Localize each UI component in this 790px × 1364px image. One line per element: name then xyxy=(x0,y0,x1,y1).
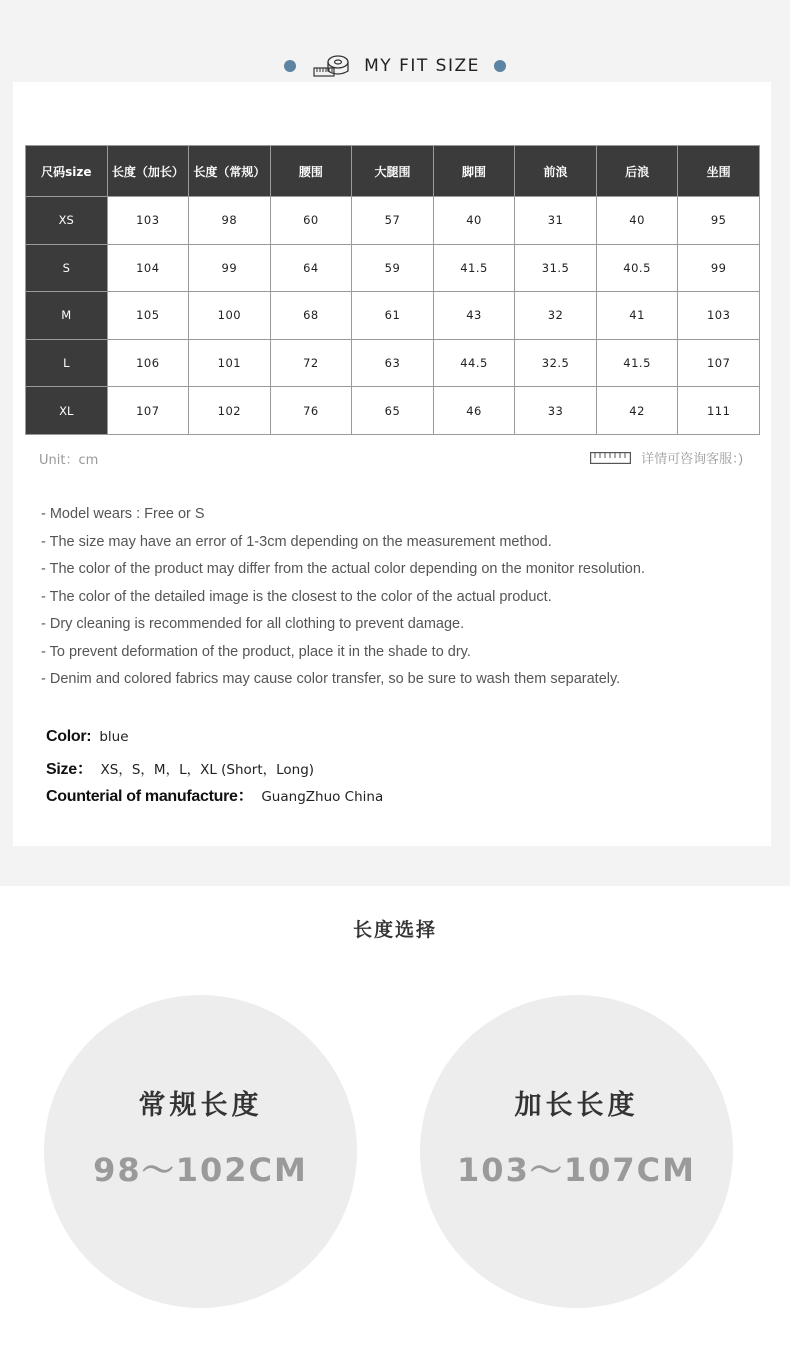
size-cell: M xyxy=(26,292,108,340)
column-header: 长度（加长） xyxy=(107,146,189,197)
size-label: Size： xyxy=(46,760,93,778)
length-option-name: 加长长度 xyxy=(514,1090,639,1120)
note-item: - Dry cleaning is recommended for all clothing to prevent damage. xyxy=(41,616,465,632)
length-option-long xyxy=(420,995,733,1308)
table-cell: 111 xyxy=(678,387,760,435)
column-header: 大腿围 xyxy=(352,146,434,197)
spec-origin xyxy=(46,783,383,811)
table-cell: 104 xyxy=(107,244,189,292)
table-cell: 102 xyxy=(189,387,271,435)
table-cell: 33 xyxy=(515,387,597,435)
origin-value: GuangZhuo China xyxy=(261,789,384,805)
length-option-name: 常规长度 xyxy=(138,1090,263,1120)
origin-label: Counterial of manufacture： xyxy=(46,788,254,805)
table-cell: 72 xyxy=(270,339,352,387)
table-cell: 43 xyxy=(433,292,515,340)
note-item: - To prevent deformation of the product, place it in the shade to dry. xyxy=(41,643,471,660)
table-cell: 98 xyxy=(189,197,271,245)
table-cell: 103 xyxy=(107,197,189,245)
table-row xyxy=(26,292,760,340)
color-label: Color: xyxy=(46,728,92,745)
table-header-row xyxy=(26,146,760,197)
table-cell: 41 xyxy=(596,292,678,340)
table-cell: 31.5 xyxy=(515,244,597,292)
size-value: XS，S，M，L，XL (Short，Long) xyxy=(100,761,315,778)
table-row xyxy=(26,387,760,435)
size-cell: XS xyxy=(26,197,108,245)
note-item: - The color of the product may differ from the actual color depending on the monitor resolution. xyxy=(41,561,645,577)
table-cell: 106 xyxy=(107,339,189,387)
measuring-tape-icon xyxy=(312,53,350,79)
length-option-regular xyxy=(44,995,357,1308)
column-header: 长度（常规） xyxy=(189,146,271,197)
table-cell: 46 xyxy=(433,387,515,435)
table-cell: 100 xyxy=(189,292,271,340)
table-cell: 107 xyxy=(107,387,189,435)
table-cell: 32 xyxy=(515,292,597,340)
dot-right-icon xyxy=(494,60,506,72)
table-cell: 57 xyxy=(352,197,434,245)
column-header: 坐围 xyxy=(678,146,760,197)
dot-left-icon xyxy=(284,60,296,72)
size-cell: S xyxy=(26,244,108,292)
page-title: MY FIT SIZE xyxy=(364,56,480,76)
column-header: 前浪 xyxy=(515,146,597,197)
table-cell: 99 xyxy=(678,244,760,292)
table-cell: 60 xyxy=(270,197,352,245)
table-cell: 64 xyxy=(270,244,352,292)
size-cell: XL xyxy=(26,387,108,435)
table-cell: 32.5 xyxy=(515,339,597,387)
size-table xyxy=(25,145,760,435)
unit-label: Unit：cm xyxy=(39,453,99,468)
column-header: 尺码size xyxy=(26,146,108,197)
ruler-icon xyxy=(590,452,631,464)
color-value: blue xyxy=(99,729,129,745)
note-item: - The size may have an error of 1-3cm depending on the measurement method. xyxy=(41,533,552,550)
spec-size xyxy=(46,756,383,784)
table-cell: 40 xyxy=(596,197,678,245)
table-cell: 40.5 xyxy=(596,244,678,292)
care-notes xyxy=(41,501,645,694)
table-cell: 40 xyxy=(433,197,515,245)
table-row xyxy=(26,339,760,387)
table-cell: 99 xyxy=(189,244,271,292)
table-cell: 42 xyxy=(596,387,678,435)
table-cell: 41.5 xyxy=(596,339,678,387)
column-header: 脚围 xyxy=(433,146,515,197)
table-row xyxy=(26,197,760,245)
table-cell: 103 xyxy=(678,292,760,340)
length-option-range: 103～107CM xyxy=(457,1151,696,1189)
table-cell: 44.5 xyxy=(433,339,515,387)
note-item: - The color of the detailed image is the closest to the color of the actual product. xyxy=(41,588,552,605)
table-cell: 31 xyxy=(515,197,597,245)
table-cell: 107 xyxy=(678,339,760,387)
table-cell: 65 xyxy=(352,387,434,435)
column-header: 腰围 xyxy=(270,146,352,197)
table-cell: 95 xyxy=(678,197,760,245)
table-row xyxy=(26,244,760,292)
fit-size-header xyxy=(0,50,790,82)
length-section-title: 长度选择 xyxy=(352,920,437,941)
consult-note xyxy=(590,448,743,467)
table-cell: 105 xyxy=(107,292,189,340)
spec-color xyxy=(46,728,383,756)
table-cell: 41.5 xyxy=(433,244,515,292)
table-cell: 76 xyxy=(270,387,352,435)
length-option-range: 98～102CM xyxy=(93,1151,308,1189)
note-item: - Denim and colored fabrics may cause color transfer, so be sure to wash them separately. xyxy=(41,671,621,687)
table-cell: 61 xyxy=(352,292,434,340)
note-item: - Model wears : Free or S xyxy=(41,506,205,522)
consult-text: 详情可咨询客服：) xyxy=(641,451,743,466)
size-cell: L xyxy=(26,339,108,387)
table-cell: 101 xyxy=(189,339,271,387)
size-panel xyxy=(13,82,771,846)
table-cell: 68 xyxy=(270,292,352,340)
column-header: 后浪 xyxy=(596,146,678,197)
product-specs xyxy=(46,728,383,811)
table-cell: 63 xyxy=(352,339,434,387)
table-cell: 59 xyxy=(352,244,434,292)
